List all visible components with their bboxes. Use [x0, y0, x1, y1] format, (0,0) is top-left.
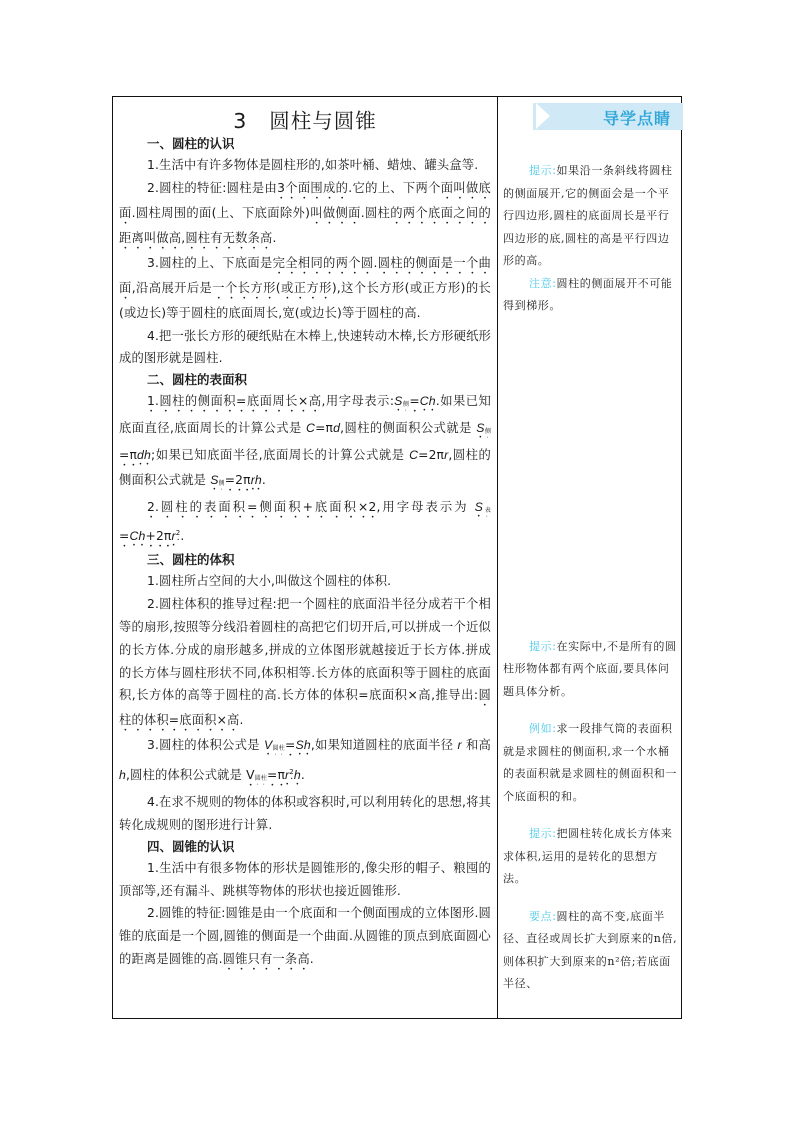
caution-note: 注意:圆柱的侧面展开不可能得到梯形。: [503, 276, 673, 312]
sidebar-banner: [533, 103, 683, 130]
paragraph: 2.圆柱体积的推导过程:把一个圆柱的底面沿半径分成若干个相等的扇形,按照等分线沿着圆柱的高把它们切开后,可以拼成一个近似的长方体.分成的扇形越多,拼成的立体图形就越接近于长方体.拼成的长方体与圆柱形状不同,体积相等.长方体的底面积等于圆柱的底面积,长方体的高等于圆柱的高.长方体的体积=底面积×高,推导出:圆柱的体积=底面积×高.: [119, 597, 491, 728]
chevron-right-icon: [536, 103, 550, 129]
note-label: 要点:: [529, 909, 557, 923]
section-heading-cone-intro: 四、圆锥的认识: [147, 838, 235, 854]
paragraph: 1.圆柱所占空间的大小,叫做这个圆柱的体积.: [147, 574, 392, 589]
paragraph: 4.把一张长方形的硬纸贴在木棒上,快速转动木棒,长方形硬纸形成的图形就是圆柱.: [119, 328, 491, 366]
title-text: 圆柱与圆锥: [269, 109, 377, 133]
paragraph: 3.圆柱的体积公式是 $V_{圆柱}=Sh$,如果知道圆柱的底面半径 r 和高 h,圆柱的体积公式就是 $V_{圆柱}=\pi r^2h$.: [119, 738, 491, 783]
paragraph: 1.生活中有很多物体的形状是圆锥形的,像尖形的帽子、粮囤的顶部等,还有漏斗、跳棋等物体的形状也接近圆锥形.: [119, 860, 491, 898]
paragraph: 1.圆柱的侧面积=底面周长×高,用字母表示$:S_侧=Ch$.如果已知底面直径,底面周长的计算公式是 C=πd,圆柱的侧面积公式就是 $S_侧=\pi dh$;如果已知底面半径,底面周长的计算公式就是 C=2πr,圆柱的侧面积公式就是 $S_侧=2\pi rh$.: [119, 394, 491, 487]
paragraph: 2.圆锥的特征:圆锥是由一个底面和一个侧面围成的立体图形.圆锥的底面是一个圆,圆锥的侧面是一个曲面.从圆锥的顶点到底面圆心的距离是圆锥的高.圆锥只有一条高.: [119, 906, 492, 966]
section-heading-cylinder-intro: 一、圆柱的认识: [147, 136, 235, 151]
column-divider: [497, 97, 498, 1018]
example-note: 例如:求一段排气筒的表面积就是求圆柱的侧面积,求一个水桶的表面积就是求圆柱的侧面积和一个底面积的和。: [503, 722, 677, 803]
paragraph: 4.在求不规则的物体的体积或容积时,可以利用转化的思想,将其转化成规则的图形进行计算.: [119, 795, 491, 832]
paragraph: 2.圆柱的表面积=侧面积+底面积×2,用字母表示为 $S_表=Ch+2\pi r^2$.: [119, 499, 492, 544]
paragraph: 3.圆柱的上、下底面是完全相同的两个圆.圆柱的侧面是一个曲面,沿高展开后是一个长方形(或正方形),这个长方形(或正方形)的长(或边长)等于圆柱的底面周长,宽(或边长)等于圆柱的高.: [119, 255, 491, 320]
content-table: [112, 96, 682, 1019]
note-label: 提示:: [529, 639, 557, 653]
note-label: 例如:: [529, 722, 557, 735]
section-heading-surface-area: 二、圆柱的表面积: [147, 372, 248, 388]
keypoint-note: 要点:圆柱的高不变,底面半径、直径或周长扩大到原来的n倍,则体积扩大到原来的n²倍;若底面半径、: [503, 909, 678, 990]
note-label: 提示:: [529, 827, 557, 840]
page-title: [119, 104, 491, 134]
sidebar-column: [503, 97, 679, 996]
note-label: 提示:: [529, 164, 557, 177]
section-heading-volume: 三、圆柱的体积: [147, 552, 235, 568]
title-number: 3: [233, 109, 248, 133]
tip-note: 提示:如果沿一条斜线将圆柱的侧面展开,它的侧面会是一个平行四边形,圆柱的底面周长是平行四边形的底,圆柱的高是平行四边形的高。: [503, 164, 673, 267]
banner-title: 导学点睛: [602, 109, 671, 128]
paragraph: 1.生活中有许多物体是圆柱形的,如茶叶桶、蜡烛、罐头盒等.: [147, 158, 479, 172]
tip-note: 提示:把圆柱转化成长方体来求体积,运用的是转化的思想方法。: [503, 827, 673, 885]
tip-note: 提示:在实际中,不是所有的圆柱形物体都有两个底面,要具体问题具体分析。: [503, 639, 677, 698]
note-label: 注意:: [529, 276, 557, 290]
paragraph: 2.圆柱的特征:圆柱是由3个面围成的.它的上、下两个面叫做底面.圆柱周围的面(上、下底面除外)叫做侧面.圆柱的两个底面之间的距离叫做高,圆柱有无数条高.: [119, 180, 491, 245]
main-column: [119, 97, 491, 973]
